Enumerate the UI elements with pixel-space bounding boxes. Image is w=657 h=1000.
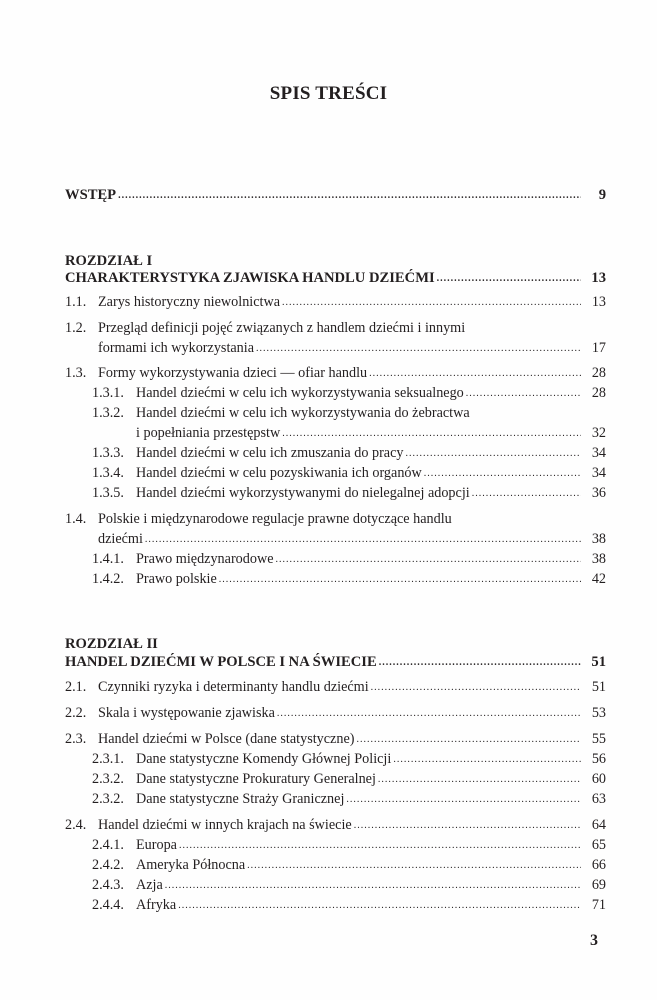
leader-dots bbox=[276, 550, 582, 570]
toc-page-number: 56 bbox=[591, 751, 606, 767]
toc-subentry[interactable] bbox=[92, 443, 606, 463]
toc-entry[interactable] bbox=[65, 677, 606, 697]
toc-page-number: 28 bbox=[591, 385, 606, 401]
toc-entry-continuation[interactable] bbox=[136, 423, 606, 443]
leader-dots bbox=[277, 704, 581, 724]
toc-entry-intro[interactable] bbox=[65, 185, 606, 205]
toc-entry-label: Zarys historyczny niewolnictwa bbox=[98, 294, 281, 310]
toc-subentry[interactable] bbox=[92, 789, 606, 809]
toc-entry-label: WSTĘP bbox=[65, 187, 117, 203]
toc-entry-label: i popełniania przestępstw bbox=[136, 425, 281, 441]
leader-dots bbox=[118, 186, 581, 206]
toc-entry-label: Handel dziećmi w celu ich wykorzystywania seksualnego bbox=[136, 385, 464, 401]
leader-dots bbox=[145, 530, 581, 550]
toc-page-number: 55 bbox=[591, 731, 606, 747]
toc-entry-label: Azja bbox=[136, 877, 163, 893]
leader-dots bbox=[165, 876, 581, 896]
leader-dots bbox=[282, 424, 581, 444]
section-number: 2.4. bbox=[65, 817, 87, 833]
leader-dots bbox=[405, 444, 581, 464]
section-number: 1.3.1. bbox=[92, 385, 124, 401]
toc-entry-chapter[interactable] bbox=[65, 268, 606, 288]
toc-subentry[interactable] bbox=[92, 403, 606, 423]
toc-entry-label: Handel dziećmi w celu pozyskiwania ich organów bbox=[136, 465, 422, 481]
toc-subentry[interactable] bbox=[92, 875, 606, 895]
toc-entry-label: Dane statystyczne Komendy Głównej Policji bbox=[136, 751, 392, 767]
toc-entry-continuation[interactable] bbox=[98, 338, 606, 358]
section-number: 2.3.2. bbox=[92, 771, 124, 787]
toc-entry-label: Ameryka Północna bbox=[136, 857, 246, 873]
toc-entry-label: Handel dziećmi wykorzystywanymi do nielegalnej adopcji bbox=[136, 485, 470, 501]
toc-entry-continuation[interactable] bbox=[98, 529, 606, 549]
toc-page-number: 60 bbox=[591, 771, 606, 787]
toc-entry-label: Prawo międzynarodowe bbox=[136, 551, 274, 567]
toc-subentry[interactable] bbox=[92, 383, 606, 403]
section-number: 1.3.2. bbox=[92, 405, 124, 421]
toc-entry-label: Dane statystyczne Prokuratury Generalnej bbox=[136, 771, 376, 787]
toc-entry-label: formami ich wykorzystania bbox=[98, 340, 255, 356]
toc-subentry[interactable] bbox=[92, 569, 606, 589]
leader-dots bbox=[393, 750, 581, 770]
section-number: 2.3. bbox=[65, 731, 87, 747]
leader-dots bbox=[356, 730, 581, 750]
section-number: 1.3. bbox=[65, 365, 87, 381]
toc-entry-label: Handel dziećmi w celu ich wykorzystywania do żebractwa bbox=[136, 405, 470, 421]
section-number: 2.4.2. bbox=[92, 857, 124, 873]
toc-page-number: 38 bbox=[591, 531, 606, 547]
section-number: 1.3.4. bbox=[92, 465, 124, 481]
toc-subentry[interactable] bbox=[92, 463, 606, 483]
toc-page-number: 69 bbox=[591, 877, 606, 893]
toc-entry-label: Polskie i międzynarodowe regulacje prawne dotyczące handlu bbox=[98, 511, 452, 527]
toc-subentry[interactable] bbox=[92, 549, 606, 569]
toc-entry-label: Formy wykorzystywania dzieci — ofiar handlu bbox=[98, 365, 368, 381]
section-number: 2.4.1. bbox=[92, 837, 124, 853]
section-number: 2.1. bbox=[65, 679, 87, 695]
leader-dots bbox=[437, 269, 581, 289]
toc-entry[interactable] bbox=[65, 729, 606, 749]
leader-dots bbox=[371, 678, 581, 698]
leader-dots bbox=[472, 484, 581, 504]
toc-page-number: 42 bbox=[591, 571, 606, 587]
toc-entry[interactable] bbox=[65, 703, 606, 723]
toc-entry-label: Handel dziećmi w Polsce (dane statystyczne) bbox=[98, 731, 355, 747]
toc-entry[interactable] bbox=[65, 318, 606, 338]
leader-dots bbox=[219, 570, 581, 590]
section-number: 2.4.3. bbox=[92, 877, 124, 893]
page-title: SPIS TREŚCI bbox=[269, 83, 388, 104]
toc-subentry[interactable] bbox=[92, 835, 606, 855]
toc-page-number: 51 bbox=[591, 654, 606, 670]
leader-dots bbox=[247, 856, 581, 876]
section-number: 1.3.5. bbox=[92, 485, 124, 501]
toc-page-number: 63 bbox=[591, 791, 606, 807]
toc-entry[interactable] bbox=[65, 292, 606, 312]
chapter-number: ROZDZIAŁ I bbox=[65, 253, 153, 269]
toc-page-number: 17 bbox=[591, 340, 606, 356]
toc-entry-chapter[interactable] bbox=[65, 652, 606, 672]
toc-page-number: 13 bbox=[591, 270, 606, 286]
toc-subentry[interactable] bbox=[92, 769, 606, 789]
toc-subentry[interactable] bbox=[92, 483, 606, 503]
toc-page-number: 66 bbox=[591, 857, 606, 873]
section-number: 2.2. bbox=[65, 705, 87, 721]
leader-dots bbox=[424, 464, 581, 484]
chapter-number: ROZDZIAŁ II bbox=[65, 636, 158, 652]
toc-entry-label: Prawo polskie bbox=[136, 571, 217, 587]
toc-entry-label: Skala i występowanie zjawiska bbox=[98, 705, 275, 721]
toc-entry-label: Handel dziećmi w innych krajach na świecie bbox=[98, 817, 352, 833]
toc-page-number: 65 bbox=[591, 837, 606, 853]
toc-entry-label: Europa bbox=[136, 837, 177, 853]
section-number: 1.2. bbox=[65, 320, 87, 336]
toc-page-number: 13 bbox=[591, 294, 606, 310]
chapter-title: CHARAKTERYSTYKA ZJAWISKA HANDLU DZIEĆMI bbox=[65, 270, 435, 286]
toc-entry[interactable] bbox=[65, 815, 606, 835]
section-number: 1.4.1. bbox=[92, 551, 124, 567]
leader-dots bbox=[354, 816, 581, 836]
chapter-title: HANDEL DZIEĆMI W POLSCE I NA ŚWIECIE bbox=[65, 654, 377, 670]
leader-dots bbox=[256, 339, 581, 359]
toc-page-number: 32 bbox=[591, 425, 606, 441]
toc-entry-label: dziećmi bbox=[98, 531, 143, 547]
toc-page-number: 9 bbox=[598, 187, 606, 203]
toc-page-number: 51 bbox=[591, 679, 606, 695]
toc-page-number: 34 bbox=[591, 465, 606, 481]
leader-dots bbox=[179, 836, 581, 856]
leader-dots bbox=[346, 790, 581, 810]
section-number: 1.4. bbox=[65, 511, 87, 527]
toc-page-number: 34 bbox=[591, 445, 606, 461]
leader-dots bbox=[282, 293, 581, 313]
section-number: 1.4.2. bbox=[92, 571, 124, 587]
section-number: 2.3.2. bbox=[92, 791, 124, 807]
toc-subentry[interactable] bbox=[92, 895, 606, 915]
toc-page-number: 28 bbox=[591, 365, 606, 381]
leader-dots bbox=[369, 364, 581, 384]
toc-subentry[interactable] bbox=[92, 749, 606, 769]
section-number: 2.4.4. bbox=[92, 897, 124, 913]
toc-entry[interactable] bbox=[65, 509, 606, 529]
toc-entry-label: Handel dziećmi w celu ich zmuszania do pracy bbox=[136, 445, 404, 461]
toc-page-number: 71 bbox=[591, 897, 606, 913]
toc-entry[interactable] bbox=[65, 363, 606, 383]
toc-entry-label: Dane statystyczne Straży Granicznej bbox=[136, 791, 345, 807]
toc-entry-label: Czynniki ryzyka i determinanty handlu dziećmi bbox=[98, 679, 369, 695]
chapter-heading bbox=[65, 634, 606, 654]
toc-page-number: 36 bbox=[591, 485, 606, 501]
section-number: 2.3.1. bbox=[92, 751, 124, 767]
page-number: 3 bbox=[590, 932, 598, 949]
leader-dots bbox=[178, 896, 581, 916]
toc-entry-label: Afryka bbox=[136, 897, 177, 913]
leader-dots bbox=[378, 770, 581, 790]
toc-page-number: 38 bbox=[591, 551, 606, 567]
toc-subentry[interactable] bbox=[92, 855, 606, 875]
toc-page-number: 64 bbox=[591, 817, 606, 833]
leader-dots bbox=[466, 384, 581, 404]
toc-page-number: 53 bbox=[591, 705, 606, 721]
section-number: 1.3.3. bbox=[92, 445, 124, 461]
leader-dots bbox=[379, 653, 581, 673]
section-number: 1.1. bbox=[65, 294, 87, 310]
toc-entry-label: Przegląd definicji pojęć związanych z handlem dziećmi i innymi bbox=[98, 320, 466, 336]
